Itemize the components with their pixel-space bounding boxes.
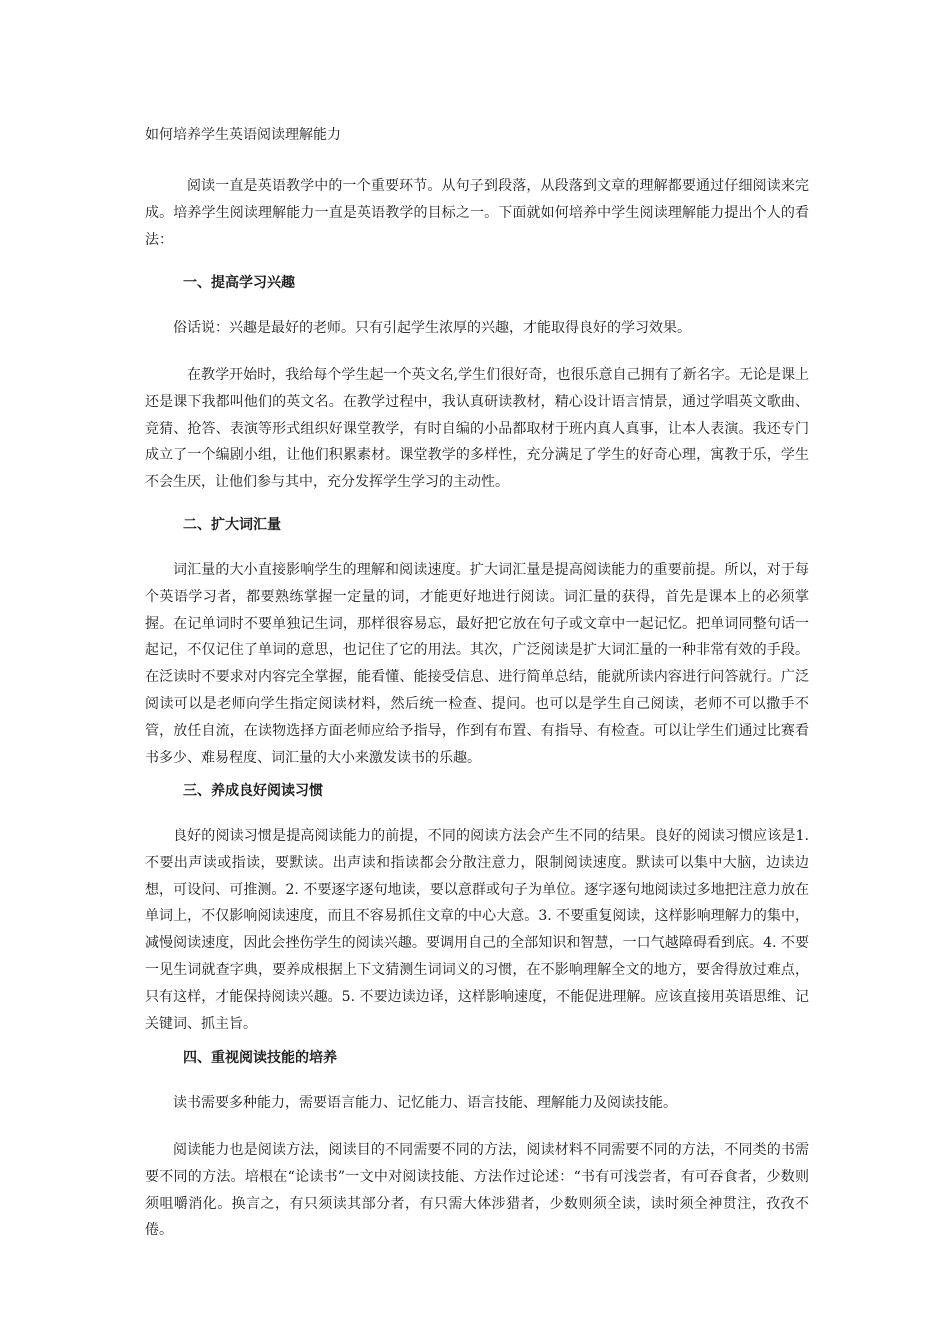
- section-heading-3: 三、养成良好阅读习惯: [183, 783, 323, 799]
- section4-paragraph-1: 读书需要多种能力，需要语言能力、记忆能力、语言技能、理解能力及阅读技能。: [173, 1095, 677, 1111]
- section-heading-2: 二、扩大词汇量: [183, 517, 281, 533]
- section3-paragraph-1: 良好的阅读习惯是提高阅读能力的前提，不同的阅读方法会产生不同的结果。良好的阅读习惯应该是1. 不要出声读或指读，要默读。出声读和指读都会分散注意力，限制阅读速度。默读可以集中大脑，边读边想，可设问、可推测。2. 不要逐字逐句地读，要以意群或句子为单位。逐字逐句地阅读过多地把注意力放在单词上，不仅影响阅读速度，而且不容易抓住文章的中心大意。3. 不要重复阅读，这样影响理解力的集中，减慢阅读速度，因此会挫伤学生的阅读兴趣。要调用自己的全部知识和智慧，一口气越障碍看到底。4. 不要一见生词就查字典，要养成根据上下文猜测生词词义的习惯，在不影响理解全文的地方，要舍得放过难点，只有这样，才能保持阅读兴趣。5. 不要边读边译，这样影响速度，不能促进理解。应该直接用英语思维、记关键词、抓主旨。: [145, 828, 809, 1032]
- document-title: 如何培养学生英语阅读理解能力: [145, 127, 341, 143]
- section1-paragraph-2: 在教学开始时，我给每个学生起一个英文名,学生们很好奇，也很乐意自己拥有了新名字。无论是课上还是课下我都叫他们的英文名。在教学过程中，我认真研读教材，精心设计语言情景，通过学唱英文歌曲、竞猜、抢答、表演等形式组织好课堂教学，有时自编的小品都取材于班内真人真事，让本人表演。我还专门成立了一个编剧小组，让他们积累素材。课堂教学的多样性，充分满足了学生的好奇心理，寓教于乐，学生不会生厌，让他们参与其中，充分发挥学生学习的主动性。: [145, 367, 809, 491]
- intro-paragraph: 阅读一直是英语教学中的一个重要环节。从句子到段落，从段落到文章的理解都要通过仔细阅读来完成。培养学生阅读理解能力一直是英语教学的目标之一。下面就如何培养中学生阅读理解能力提出个人的看法：: [145, 178, 809, 248]
- section1-paragraph-1: 俗话说：兴趣是最好的老师。只有引起学生浓厚的兴趣，才能取得良好的学习效果。: [173, 320, 691, 336]
- section2-paragraph-1: 词汇量的大小直接影响学生的理解和阅读速度。扩大词汇量是提高阅读能力的重要前提。所以，对于每个英语学习者，都要熟练掌握一定量的词，才能更好地进行阅读。词汇量的获得，首先是课本上的必须掌握。在记单词时不要单独记生词，那样很容易忘，最好把它放在句子或文章中一起记忆。把单词同整句话一起记，不仅记住了单词的意思，也记住了它的用法。其次，广泛阅读是扩大词汇量的一种非常有效的手段。在泛读时不要求对内容完全掌握，能看懂、能接受信息、进行简单总结，能就所读内容进行问答就行。广泛阅读可以是老师向学生指定阅读材料，然后统一检查、提问。也可以是学生自己阅读，老师不可以撒手不管，放任自流，在读物选择方面老师应给予指导，作到有布置、有指导、有检查。可以让学生们通过比赛看书多少、难易程度、词汇量的大小来激发读书的乐趣。: [145, 562, 809, 766]
- section-heading-1: 一、提高学习兴趣: [183, 275, 295, 291]
- section4-paragraph-2: 阅读能力也是阅读方法，阅读目的不同需要不同的方法，阅读材料不同需要不同的方法，不同类的书需要不同的方法。培根在“论读书”一文中对阅读技能、方法作过论述：“书有可浅尝者，有可吞食者，少数则须咀嚼消化。换言之，有只须读其部分者，有只需大体涉猎者，少数则须全读，读时须全神贯注，孜孜不倦。: [145, 1142, 809, 1239]
- section-heading-4: 四、重视阅读技能的培养: [183, 1050, 337, 1066]
